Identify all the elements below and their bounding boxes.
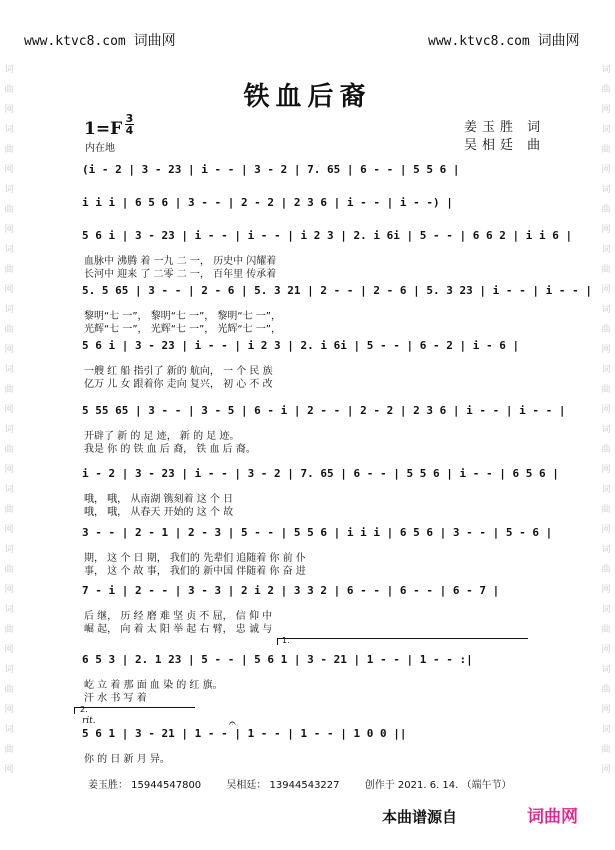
lyric-line: 汗 水 书 写 着 (84, 693, 147, 704)
notation-line: 5 6 i | 3 - 23 | i - - | i 2 3 | 2. i 6i | 5 - - | 6 - 2 | i - 6 | (82, 339, 520, 352)
notation-line: 5 6 1 | 3 - 21 | 1 - - | 1 - - | 1 - - | 1 0 0 || (82, 727, 407, 740)
lyric-line: 崛 起， 向 着 太 阳 举 起 右 臂， 忠 诚 与 (84, 624, 273, 635)
lyric-line: 哦， 哦， 从春天 开始的 这 个 故 (84, 507, 234, 518)
volta-first-label: 1. (282, 636, 290, 645)
lyric-line: 事， 这 个 故 事， 我们的 新中国 伴随着 你 奋 进 (84, 566, 306, 577)
volta-second-label: 2. (80, 705, 88, 714)
fermata-icon: 𝄐 (229, 716, 236, 730)
lyric-line: 长河中 迎来 了 二零 二 一， 百年里 传承着 (84, 269, 277, 280)
meter-bottom: 4 (125, 124, 134, 137)
header-left[interactable] (24, 30, 176, 50)
key-signature: 1=F (84, 119, 123, 139)
lyric-line: 我是 你 的 铁 血 后 裔， 铁 血 后 裔。 (84, 444, 256, 455)
header-brand-left[interactable]: 词曲网 (133, 33, 176, 49)
lyric-line: 血脉中 沸腾 着 一九 二 一， 历史中 闪耀着 (84, 256, 277, 267)
volta-second (74, 707, 195, 716)
header-brand-right[interactable]: 词曲网 (537, 33, 580, 49)
notation-line: 5 6 i | 3 - 23 | i - - | i - - | i 2 3 | 2. i 6i | 5 - - | 6 6 2 | i i 6 | (82, 229, 573, 242)
volta-first (277, 638, 528, 647)
header-url-right[interactable]: www.ktvc8.com (428, 34, 530, 49)
notation-line: 5. 5 65 | 3 - - | 2 - 6 | 5. 3 21 | 2 - - | 2 - 6 | 5. 3 23 | i - - | i - - | (82, 284, 592, 297)
meter-top: 3 (125, 112, 134, 125)
lyric-line: 开辟了 新 的 足 迹， 新 的 足 迹。 (84, 431, 240, 442)
source-label: 本曲谱源自 (382, 808, 458, 826)
brand-logo[interactable]: 词曲网 (527, 807, 578, 827)
contact-lyricist: 姜玉胜： 15944547800 (88, 780, 202, 791)
watermark-left: 词曲网词曲网词曲网词曲网词曲网词曲网词曲网词曲网词曲网词曲网词曲网词曲网 (4, 65, 14, 775)
tempo-marking: 内在地 (85, 143, 115, 154)
notation-line: 6 5 3 | 2. 1 23 | 5 - - | 5 6 1 | 3 - 21 | 1 - - | 1 - - :| (82, 653, 473, 666)
song-title: 铁血后裔 (243, 82, 372, 112)
lyric-line: 你 的 日 新 月 异。 (84, 754, 170, 765)
lyricist-credit: 姜玉胜 词 (464, 120, 546, 135)
composer-credit: 吴相廷 曲 (464, 138, 546, 153)
header-url-left[interactable]: www.ktvc8.com (24, 34, 126, 49)
notation-line: i i i | 6 5 6 | 3 - - | 2 - 2 | 2 3 6 | i - - | i - -) | (82, 196, 453, 209)
lyric-line: 后 继， 历 经 磨 难 坚 贞 不 屈， 信 仰 中 (84, 611, 273, 622)
notation-line: 5 55 65 | 3 - - | 3 - 5 | 6 - i | 2 - - | 2 - 2 | 2 3 6 | i - - | i - - | (82, 404, 566, 417)
watermark-right: 词曲网词曲网词曲网词曲网词曲网词曲网词曲网词曲网词曲网词曲网词曲网词曲网 (601, 65, 611, 775)
lyric-line: 黎明“七 一”， 黎明“七 一”， 黎明“七 一”， (84, 311, 281, 322)
footer-info (88, 776, 534, 791)
lyric-line: 哦， 哦， 从南湖 镌刻着 这 个 日 (84, 494, 234, 505)
lyric-line: 一艘 红 船 指引了 新的 航向， 一 个 民 族 (84, 366, 273, 377)
notation-line: i - 2 | 3 - 23 | i - - | 3 - 2 | 7. 65 | 6 - - | 5 5 6 | i - - | 6 5 6 | (82, 467, 559, 480)
contact-composer: 吴相廷： 13944543227 (226, 780, 340, 791)
lyric-line: 期， 这 个 日 期， 我们的 先辈们 追随着 你 前 仆 (84, 553, 306, 564)
lyric-line: 亿万 儿 女 跟着你 走向 复兴， 初 心 不 改 (84, 379, 273, 390)
rit-marking: rit. (82, 716, 96, 726)
lyric-line: 光辉“七 一”， 光辉“七 一”， 光辉“七 一”， (84, 324, 281, 335)
header-right[interactable] (428, 30, 580, 50)
notation-line: 3 - - | 2 - 1 | 2 - 3 | 5 - - | 5 5 6 | i i i | 6 5 6 | 3 - - | 5 - 6 | (82, 526, 553, 539)
lyric-line: 屹 立 着 那 面 血 染 的 红 旗。 (84, 680, 223, 691)
creation-date: 创作于 2021. 6. 14. （端午节） (364, 780, 512, 791)
time-signature (125, 113, 134, 136)
notation-line: (i - 2 | 3 - 23 | i - - | 3 - 2 | 7. 65 | 6 - - | 5 5 6 | (82, 163, 460, 176)
notation-line: 7 - i | 2 - - | 3 - 3 | 2 i 2 | 3 3 2 | 6 - - | 6 - - | 6 - 7 | (82, 584, 500, 597)
